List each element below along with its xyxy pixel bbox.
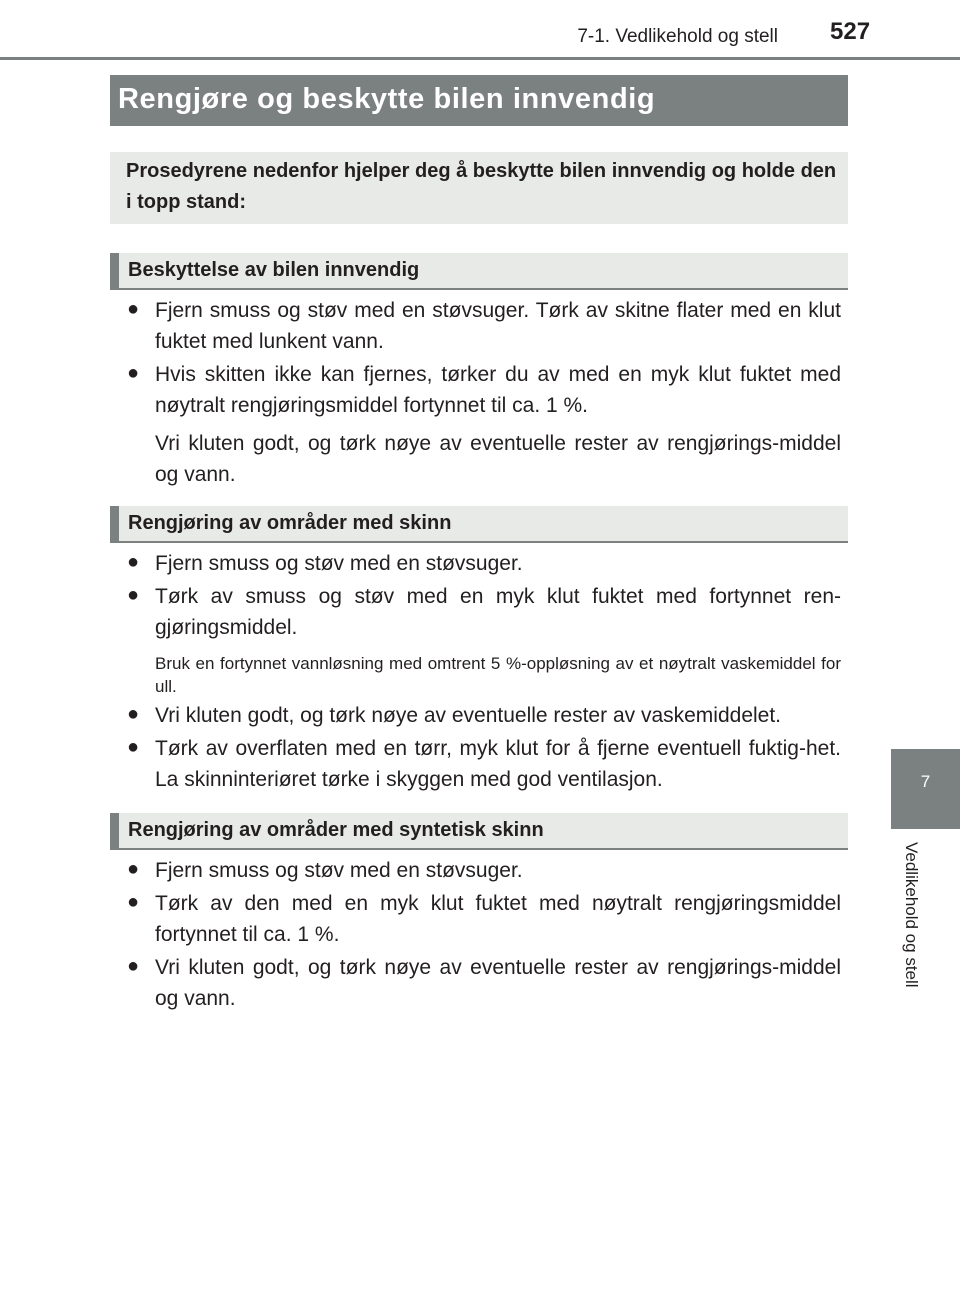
list-item-text: Vri kluten godt, og tørk nøye av eventuelle rester av vaskemiddelet. xyxy=(155,704,782,727)
bullet-icon: ● xyxy=(127,858,140,880)
chapter-tab-label: Vedlikehold og stell xyxy=(902,842,921,988)
list-item-text: Tørk av overflaten med en tørr, myk klut for å fjerne eventuell fuktig-het. La skinninteriøret tørke i skyggen med god ventilasjon. xyxy=(155,737,841,791)
list-item-text: Fjern smuss og støv med en støvsuger. Tørk av skitne flater med en klut fuktet med lunkent vann. xyxy=(155,299,841,353)
section-heading: Rengjøring av områder med syntetisk skinn xyxy=(128,819,544,841)
page-title-bar xyxy=(110,75,848,126)
bullet-icon: ● xyxy=(127,551,140,573)
bullet-icon: ● xyxy=(127,298,140,320)
list-item-text: Fjern smuss og støv med en støvsuger. xyxy=(155,552,523,575)
list-item xyxy=(127,733,841,795)
running-header-section: 7-1. Vedlikehold og stell xyxy=(577,26,778,47)
list-item xyxy=(127,548,841,579)
section-heading-bar xyxy=(110,253,848,290)
intro-text: Prosedyrene nedenfor hjelper deg å beskytte bilen innvendig og holde den i topp stand: xyxy=(126,160,837,213)
paragraph: Vri kluten godt, og tørk nøye av eventuelle rester av rengjørings-middel og vann. xyxy=(155,432,841,486)
bullet-icon: ● xyxy=(127,362,140,384)
list-item xyxy=(127,855,841,886)
list-item xyxy=(127,700,841,731)
section-heading: Rengjøring av områder med skinn xyxy=(128,512,452,534)
section-heading-bar xyxy=(110,813,848,850)
page-number: 527 xyxy=(830,18,871,45)
list-item-text: Fjern smuss og støv med en støvsuger. xyxy=(155,859,523,882)
intro-box xyxy=(110,152,848,224)
list-item xyxy=(127,581,841,643)
bullet-icon: ● xyxy=(127,703,140,725)
list-item-text: Tørk av den med en myk klut fuktet med nøytralt rengjøringsmiddel fortynnet til ca. 1 %. xyxy=(155,892,841,946)
list-item xyxy=(127,952,841,1014)
chapter-tab-number: 7 xyxy=(920,772,931,791)
list-item xyxy=(127,888,841,950)
bullet-icon: ● xyxy=(127,584,140,606)
bullet-icon: ● xyxy=(127,955,140,977)
note-text: Bruk en fortynnet vannløsning med omtrent 5 %-oppløsning av et nøytralt vaskemiddel for ull. xyxy=(155,654,841,696)
list-item-text: Vri kluten godt, og tørk nøye av eventuelle rester av rengjørings-middel og vann. xyxy=(155,956,841,1010)
section-heading: Beskyttelse av bilen innvendig xyxy=(128,259,420,281)
bullet-icon: ● xyxy=(127,891,140,913)
list-item-text: Hvis skitten ikke kan fjernes, tørker du av med en myk klut fuktet med nøytralt rengjøringsmiddel fortynnet til ca. 1 %. xyxy=(155,363,841,417)
bullet-icon: ● xyxy=(127,736,140,758)
header-divider xyxy=(0,57,960,60)
list-item-text: Tørk av smuss og støv med en myk klut fuktet med fortynnet ren-gjøringsmiddel. xyxy=(155,585,841,639)
list-item xyxy=(127,295,841,357)
section-heading-bar xyxy=(110,506,848,543)
page-title: Rengjøre og beskytte bilen innvendig xyxy=(118,83,656,115)
list-item xyxy=(127,359,841,421)
